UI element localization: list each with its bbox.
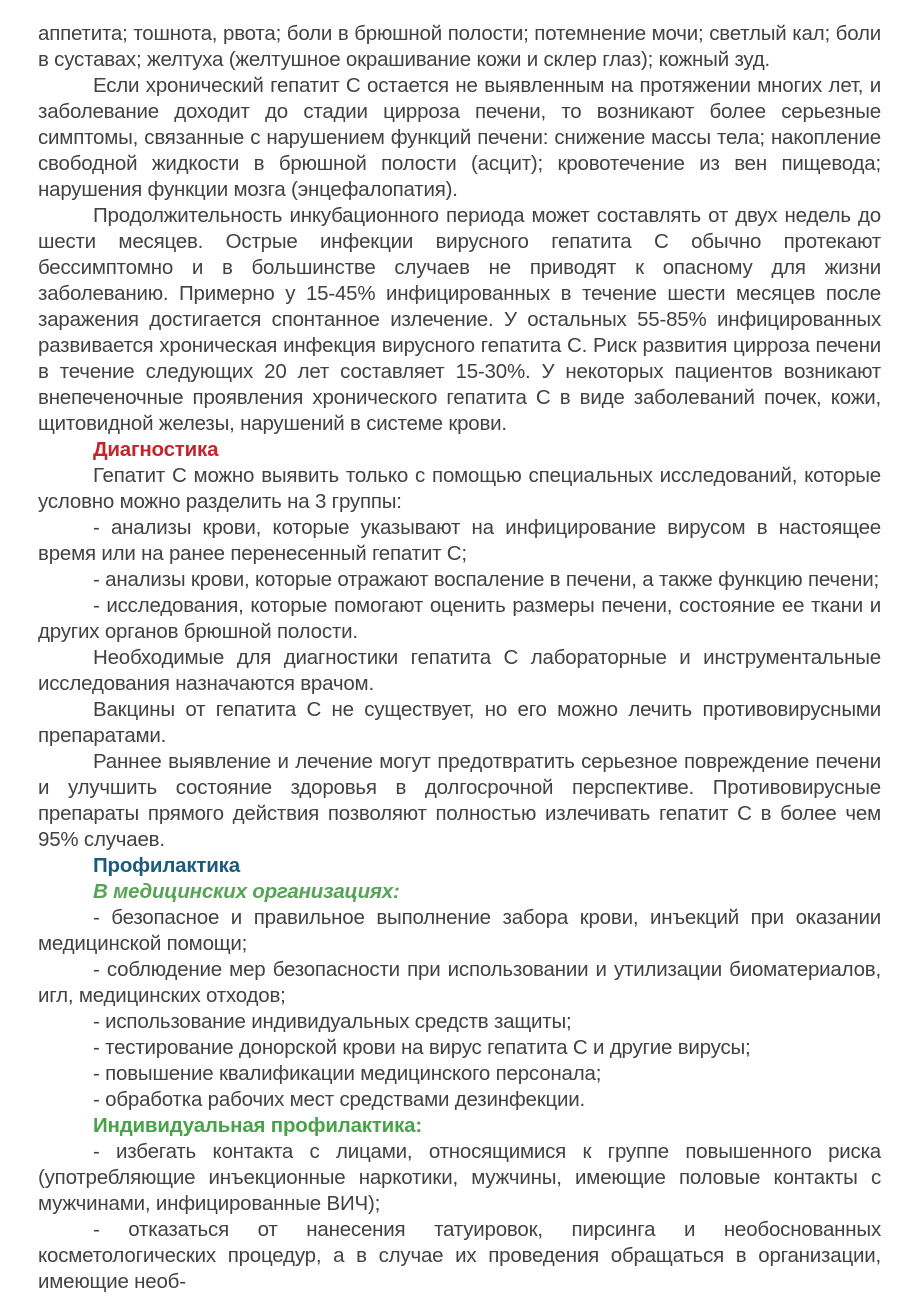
heading-medical-organizations: В медицинских организациях:	[93, 880, 400, 903]
list-item-personal-protection: - использование индивидуальных средств защиты;	[93, 1010, 572, 1033]
heading-prevention: Профилактика	[93, 854, 240, 877]
heading-diagnostics: Диагностика	[93, 438, 219, 461]
list-item-safe-blood-draw: - безопасное и правильное выполнение забора крови, инъекций при оказании медицинской помощи;	[38, 906, 881, 955]
paragraph-symptoms-continued: аппетита; тошнота, рвота; боли в брюшной полости; потемнение мочи; светлый кал; боли в суставах; желтуха (желтушное окрашивание кожи и склер глаз); кожный зуд.	[38, 22, 881, 71]
list-item-avoid-tattoos: - отказаться от нанесения татуировок, пирсинга и необоснованных косметологических процедур, а в случае их проведения обращаться в организации, имеющие необ-	[38, 1218, 881, 1293]
list-item-staff-qualification: - повышение квалификации медицинского персонала;	[93, 1062, 602, 1085]
paragraph-early-detection: Раннее выявление и лечение могут предотвратить серьезное повреждение печени и улучшить состояние здоровья в долгосрочной перспективе. Противовирусные препараты прямого действия позволяют полностью излечивать гепатит С в более чем 95% случаев.	[38, 750, 881, 851]
list-item-avoid-risk-groups: - избегать контакта с лицами, относящимися к группе повышенного риска (употребляющие инъекционные наркотики, мужчины, имеющие половые контакты с мужчинами, инфицированные ВИЧ);	[38, 1140, 881, 1215]
paragraph-detection-groups: Гепатит С можно выявить только с помощью специальных исследований, которые условно можно разделить на 3 группы:	[38, 464, 881, 513]
paragraph-no-vaccine: Вакцины от гепатита С не существует, но его можно лечить противовирусными препаратами.	[38, 698, 881, 747]
paragraph-doctor-prescribes: Необходимые для диагностики гепатита С лабораторные и инструментальные исследования назначаются врачом.	[38, 646, 881, 695]
paragraph-chronic-course: Если хронический гепатит С остается не выявленным на протяжении многих лет, и заболевание доходит до стадии цирроза печени, то возникают более серьезные симптомы, связанные с нарушением функций печени: снижение массы тела; накопление свободной жидкости в брюшной полости (асцит); кровотечение из вен пищевода; нарушения функции мозга (энцефалопатия).	[38, 74, 881, 201]
list-item-blood-test-inflammation: - анализы крови, которые отражают воспаление в печени, а также функцию печени;	[93, 568, 879, 591]
list-item-workplace-disinfection: - обработка рабочих мест средствами дезинфекции.	[93, 1088, 586, 1111]
heading-individual-prevention: Индивидуальная профилактика:	[93, 1114, 422, 1137]
list-item-biomaterial-safety: - соблюдение мер безопасности при использовании и утилизации биоматериалов, игл, медицинских отходов;	[38, 958, 881, 1007]
list-item-donor-blood-testing: - тестирование донорской крови на вирус гепатита С и другие вирусы;	[93, 1036, 751, 1059]
list-item-blood-test-infection: - анализы крови, которые указывают на инфицирование вирусом в настоящее время или на ранее перенесенный гепатит С;	[38, 516, 881, 565]
list-item-liver-size-study: - исследования, которые помогают оценить размеры печени, состояние ее ткани и других органов брюшной полости.	[38, 594, 881, 643]
paragraph-incubation-period: Продолжительность инкубационного периода может составлять от двух недель до шести месяцев. Острые инфекции вирусного гепатита С обычно протекают бессимптомно и в большинстве случаев не приводят к опасному для жизни заболеванию. Примерно у 15-45% инфицированных в течение шести месяцев после заражения достигается спонтанное излечение. У остальных 55-85% инфицированных развивается хроническая инфекция вирусного гепатита С. Риск развития цирроза печени в течение следующих 20 лет составляет 15-30%. У некоторых пациентов возникают внепеченочные проявления хронического гепатита С в виде заболеваний почек, кожи, щитовидной железы, нарушений в системе крови.	[38, 204, 881, 435]
